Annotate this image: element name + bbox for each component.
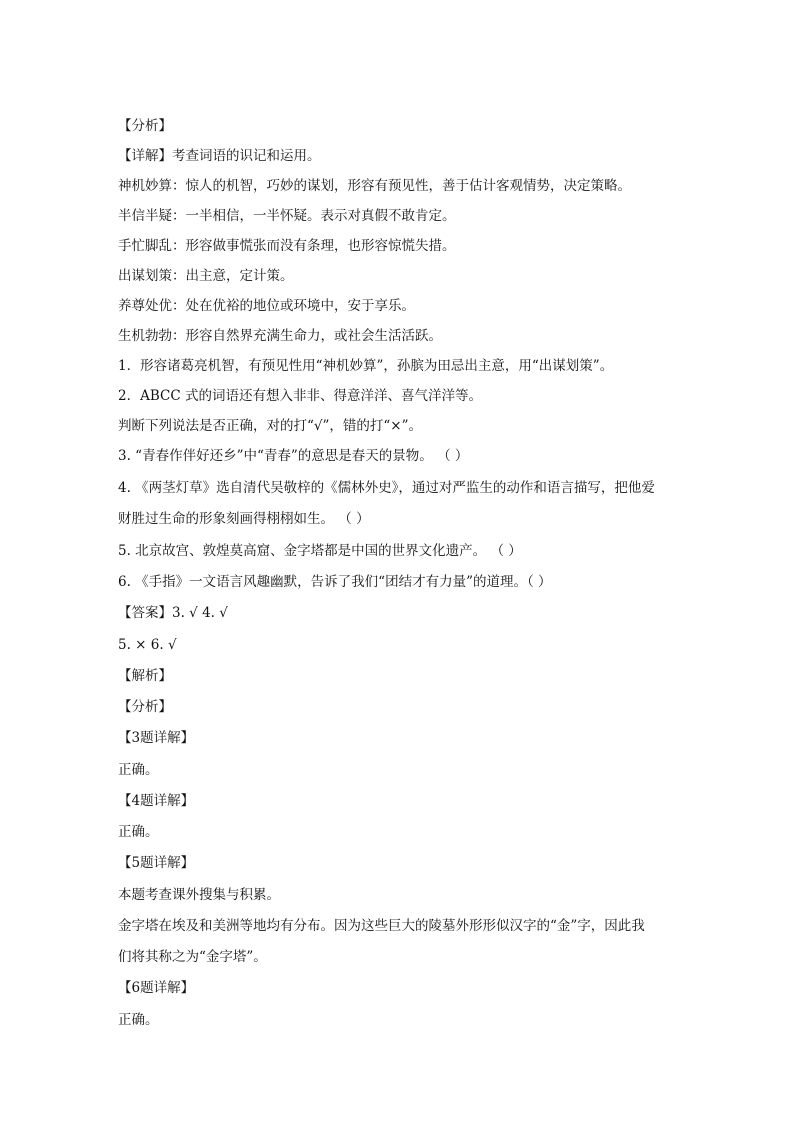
- heading-explanation: 【解析】: [118, 668, 172, 684]
- q3-detail-text: 正确。: [118, 762, 159, 778]
- q5-detail-text: 们将其称之为“金字塔”。: [118, 949, 267, 965]
- heading-q3-detail: 【3题详解】: [118, 730, 195, 746]
- definition-line: 神机妙算：惊人的机智，巧妙的谋划，形容有预见性，善于估计客观情势，决定策略。: [118, 178, 631, 194]
- question-line: 5. 北京故宫、敦煌莫高窟、金字塔都是中国的世界文化遗产。 （ ）: [118, 543, 522, 559]
- q5-detail-text: 金字塔在埃及和美洲等地均有分布。因为这些巨大的陵墓外形形似汉字的“金”字，因此我: [118, 918, 645, 934]
- heading-detail: 【详解】考查词语的识记和运用。: [118, 148, 321, 164]
- heading-q6-detail: 【6题详解】: [118, 980, 195, 996]
- q5-detail-text: 本题考查课外搜集与积累。: [118, 887, 280, 903]
- question-line: 3. “青春作伴好还乡”中“青春”的意思是春天的景物。 （ ）: [118, 448, 469, 464]
- heading-analysis: 【分析】: [118, 118, 172, 134]
- heading-q5-detail: 【5题详解】: [118, 855, 195, 871]
- definition-line: 养尊处优：处在优裕的地位或环境中，安于享乐。: [118, 298, 415, 314]
- definition-line: 半信半疑：一半相信，一半怀疑。表示对真假不敢肯定。: [118, 208, 456, 224]
- heading-analysis: 【分析】: [118, 699, 172, 715]
- question-line: 财胜过生命的形象刻画得栩栩如生。 （ ）: [118, 511, 370, 527]
- answer-line: 1．形容诸葛亮机智，有预见性用“神机妙算”，孙膑为田忌出主意，用“出谋划策”。: [118, 358, 614, 374]
- answer-key-line: 5. × 6. √: [118, 637, 177, 653]
- definition-line: 生机勃勃：形容自然界充满生命力，或社会生活活跃。: [118, 328, 442, 344]
- definition-line: 出谋划策：出主意，定计策。: [118, 268, 294, 284]
- q6-detail-text: 正确。: [118, 1012, 159, 1028]
- question-line: 4. 《两茎灯草》选自清代吴敬梓的《儒林外史》，通过对严监生的动作和语言描写，把他爱: [118, 480, 655, 496]
- q4-detail-text: 正确。: [118, 824, 159, 840]
- question-line: 6. 《手指》一文语言风趣幽默，告诉了我们“团结才有力量”的道理。（ ）: [118, 574, 552, 590]
- instruction-line: 判断下列说法是否正确，对的打“√”，错的打“×”。: [118, 418, 423, 434]
- answer-key-line: 【答案】3. √ 4. √: [118, 605, 228, 621]
- answer-line: 2．ABCC 式的词语还有想入非非、得意洋洋、喜气洋洋等。: [118, 388, 482, 404]
- heading-q4-detail: 【4题详解】: [118, 793, 195, 809]
- definition-line: 手忙脚乱：形容做事慌张而没有条理，也形容惊慌失措。: [118, 238, 456, 254]
